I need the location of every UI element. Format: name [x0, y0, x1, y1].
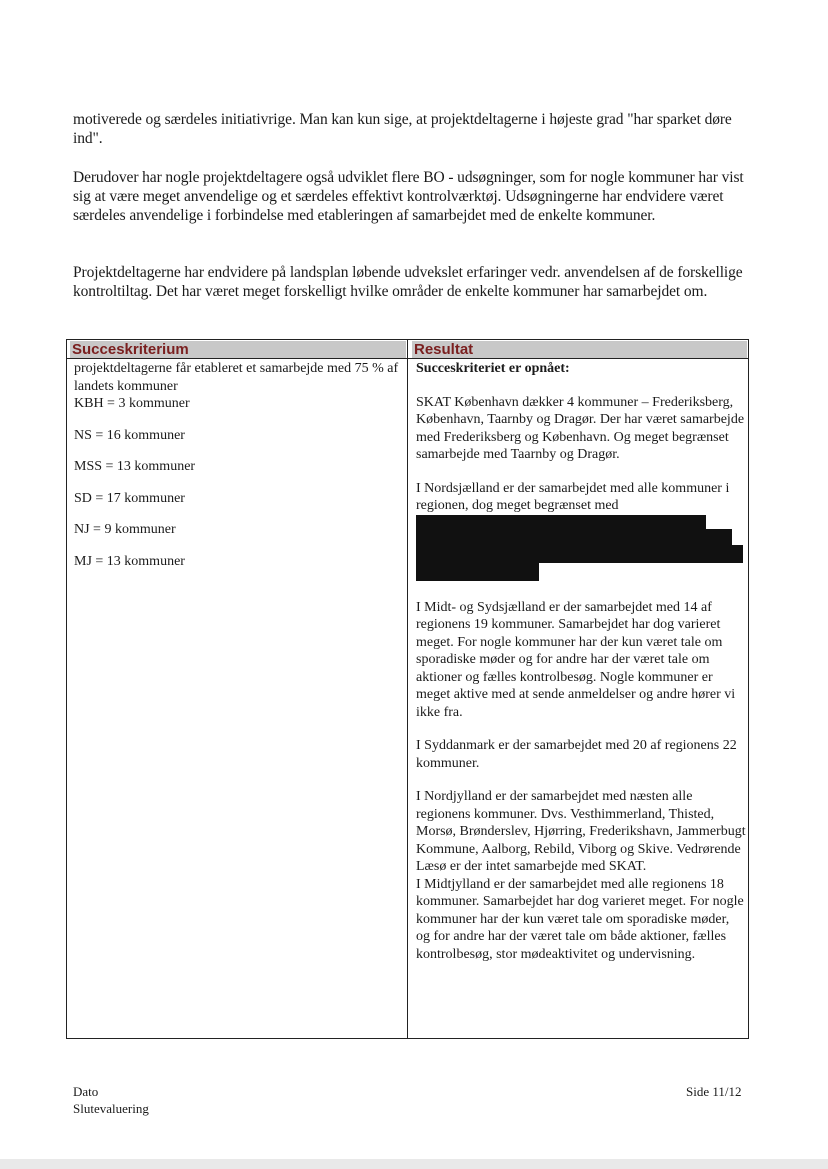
- criterion-item: KBH = 3 kommuner: [74, 396, 190, 411]
- criterion-column: [74, 360, 402, 570]
- redaction-bar: [416, 561, 539, 581]
- result-mss: I Midt- og Sydsjælland er der samarbejdet med 14 af regionens 19 kommuner. Samarbejdet har dog varieret meget. For nogle kommuner har der kun været tale om sporadiske møder og for andre har der været tale om aktioner og fælles kontrolbesøg. Nogle kommuner er meget aktive med at sende anmeldelser og andre hører vi ikke fra.: [416, 599, 736, 720]
- criterion-item: NJ = 9 kommuner: [74, 522, 176, 537]
- result-nj: I Nordjylland er der samarbejdet med næsten alle regionens kommuner. Dvs. Vesthimmerland, Thisted, Morsø, Brønderslev, Hjørring, Frederikshavn, Jammerbugt Kommune, Aalborg, Rebild, Viborg og Skive. Vedrørende Læsø er der intet samarbejde med SKAT.: [416, 789, 746, 874]
- paragraph-3: Projektdeltagerne har endvidere på landsplan løbende udvekslet erfaringer vedr. anvendelsen af de forskellige kontroltiltag. Det har været meget forskelligt hvilke områder de enkelte kommuner har samarbejdet om.: [73, 264, 743, 300]
- table-column-divider: [407, 340, 408, 1038]
- footer-date-label: Dato: [73, 1084, 99, 1099]
- paragraph-1: motiverede og særdeles initiativrige. Man kan kun sige, at projektdeltagerne i højeste grad "har sparket døre ind".: [73, 111, 732, 147]
- table-header-criterion: Succeskriterium: [70, 341, 406, 358]
- result-column: [416, 360, 746, 963]
- footer-left: [73, 1083, 149, 1117]
- criterion-item: MSS = 13 kommuner: [74, 459, 196, 474]
- criterion-item: NS = 16 kommuner: [74, 427, 185, 443]
- scan-bottom-strip: [0, 1159, 828, 1169]
- table-header-divider: [67, 358, 748, 359]
- table-header-result: Resultat: [412, 341, 747, 358]
- page-number: Side 11/12: [686, 1084, 742, 1099]
- criterion-intro: projektdeltagerne får etableret et samarbejde med 75 % af landets kommuner: [74, 361, 399, 394]
- results-table: [66, 339, 749, 1039]
- criterion-item: SD = 17 kommuner: [74, 490, 185, 506]
- result-heading: Succeskriteriet er opnået:: [416, 361, 570, 376]
- result-ns: I Nordsjælland er der samarbejdet med alle kommuner i regionen, dog meget begrænset med: [416, 480, 730, 513]
- criterion-item: MJ = 13 kommuner: [74, 553, 185, 569]
- result-sd: I Syddanmark er der samarbejdet med 20 af regionens 22 kommuner.: [416, 738, 737, 771]
- result-kbh: SKAT København dækker 4 kommuner – Frederiksberg, København, Taarnby og Dragør. Der har været samarbejde med Frederiksberg og København. Og meget begrænset samarbejde med Taarnby og Dragør.: [416, 394, 745, 462]
- result-mj: I Midtjylland er der samarbejdet med alle regionens 18 kommuner. Samarbejdet har dog varieret meget. For nogle kommuner har der kun været tale om sporadiske møder, og for andre har der været tale om både aktioner, fælles kontrolbesøg, stor mødeaktivitet og undervisning.: [416, 876, 744, 962]
- paragraph-2: Derudover har nogle projektdeltagere også udviklet flere BO - udsøgninger, som for nogle kommuner har vist sig at være meget anvendelige og et særdeles effektivt kontrolværktøj. Udsøgningerne har endvidere været særdeles anvendelige i forbindelse med etableringen af samarbejdet med de enkelte kommuner.: [73, 169, 744, 224]
- footer-doc-label: Slutevaluering: [73, 1101, 149, 1116]
- redaction-block: [416, 515, 746, 587]
